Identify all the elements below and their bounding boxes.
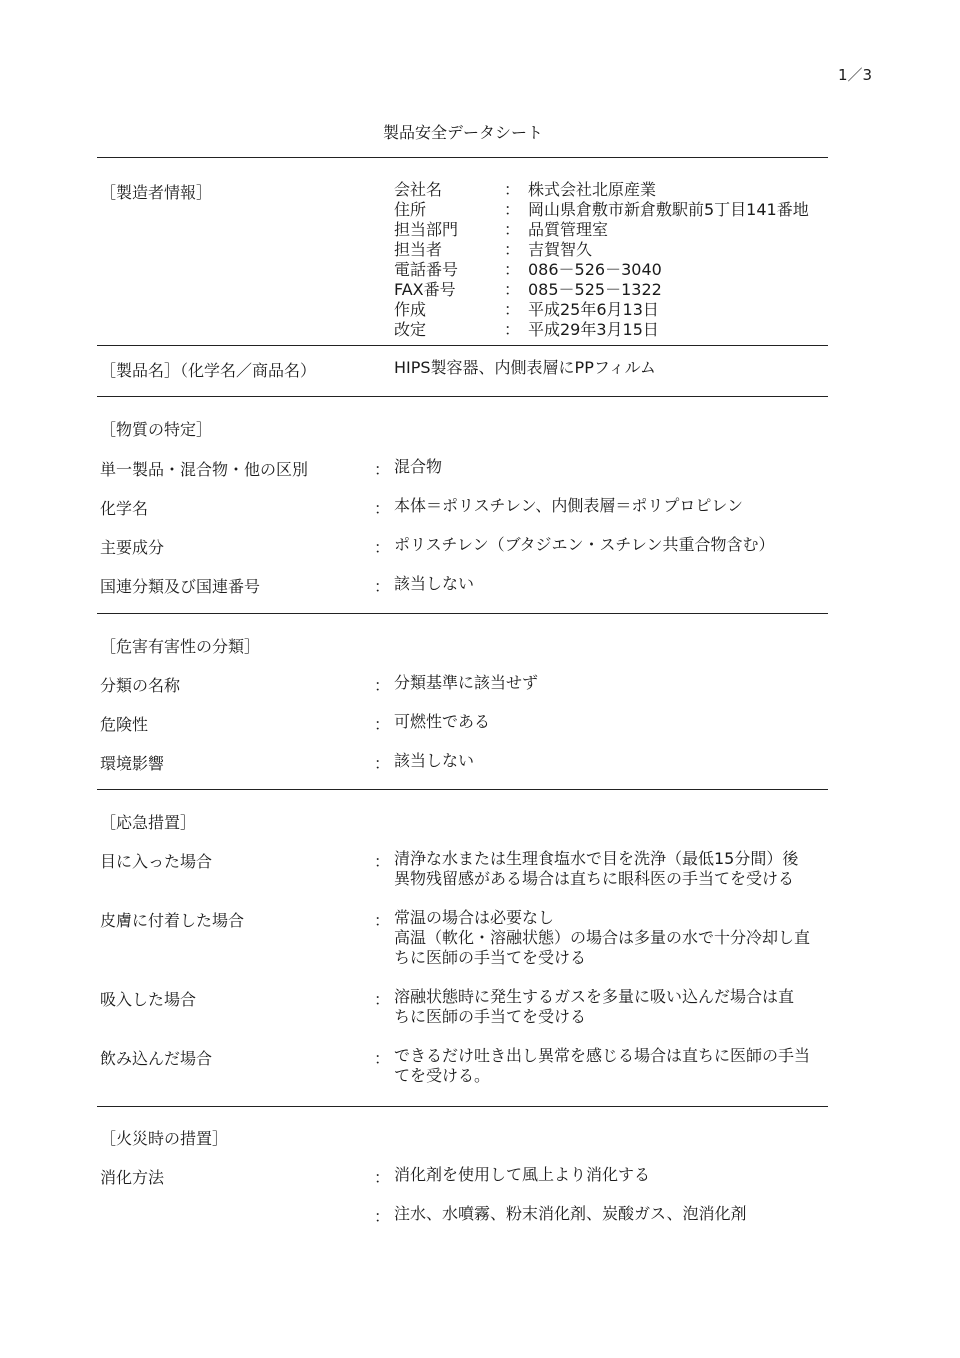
- colon: ：: [374, 852, 391, 871]
- extinguishing-method-label: 消化方法: [100, 1168, 165, 1187]
- colon: ：: [504, 240, 521, 259]
- colon: ：: [374, 1049, 391, 1068]
- ingestion-line: できるだけ吐き出し異常を感じる場合は直ちに医師の手当: [394, 1046, 811, 1065]
- department-value: 品質管理室: [528, 220, 609, 239]
- company-name-label: 会社名: [394, 180, 443, 199]
- colon: ：: [504, 200, 521, 219]
- colon: ：: [504, 280, 521, 299]
- colon: ：: [374, 1168, 391, 1187]
- page-number: 1／3: [838, 66, 873, 84]
- danger-value: 可燃性である: [394, 712, 491, 731]
- document-title: 製品安全データシート: [383, 123, 544, 142]
- extinguishing-agents-value: 注水、水噴霧、粉末消化剤、炭酸ガス、泡消化剤: [394, 1204, 747, 1223]
- un-class-value: 該当しない: [394, 574, 475, 593]
- eye-contact-line: 清浄な水または生理食塩水で目を洗浄（最低15分間）後: [394, 849, 799, 868]
- colon: ：: [374, 676, 391, 695]
- fax-label: FAX番号: [394, 280, 456, 299]
- substance-type-value: 混合物: [394, 457, 443, 476]
- divider: [97, 789, 828, 790]
- manufacturer-colons: [504, 180, 520, 340]
- colon: ：: [374, 460, 391, 479]
- colon: ：: [374, 499, 391, 518]
- substance-type-label: 単一製品・混合物・他の区別: [100, 460, 309, 479]
- fax-value: 085－525－1322: [528, 280, 662, 299]
- danger-label: 危険性: [100, 715, 149, 734]
- divider: [97, 157, 828, 158]
- department-label: 担当部門: [394, 220, 459, 239]
- skin-contact-line: ちに医師の手当てを受ける: [394, 948, 587, 967]
- divider: [97, 1106, 828, 1107]
- main-component-label: 主要成分: [100, 538, 165, 557]
- eye-contact-label: 目に入った場合: [100, 852, 213, 871]
- manufacturer-values: [528, 180, 809, 340]
- colon: ：: [374, 990, 391, 1009]
- classification-name-label: 分類の名称: [100, 676, 181, 695]
- ingestion-label: 飲み込んだ場合: [100, 1049, 213, 1068]
- created-label: 作成: [394, 300, 427, 319]
- phone-label: 電話番号: [394, 260, 459, 279]
- address-label: 住所: [394, 200, 427, 219]
- section-first-aid-label: ［応急措置］: [100, 813, 197, 832]
- revised-value: 平成29年3月15日: [528, 320, 659, 339]
- company-name-value: 株式会社北原産業: [528, 180, 657, 199]
- phone-value: 086－526－3040: [528, 260, 662, 279]
- inhalation-line: ちに医師の手当てを受ける: [394, 1007, 587, 1026]
- colon: ：: [504, 180, 521, 199]
- skin-contact-line: 高温（軟化・溶融状態）の場合は多量の水で十分冷却し直: [394, 928, 811, 947]
- section-hazard-label: ［危害有害性の分類］: [100, 637, 261, 656]
- colon: ：: [504, 300, 521, 319]
- skin-contact-label: 皮膚に付着した場合: [100, 911, 245, 930]
- section-fire-label: ［火災時の措置］: [100, 1129, 229, 1148]
- section-product-label: ［製品名］（化学名／商品名）: [100, 361, 317, 380]
- colon: ：: [374, 754, 391, 773]
- colon: ：: [374, 538, 391, 557]
- un-class-label: 国連分類及び国連番号: [100, 577, 261, 596]
- colon: ：: [504, 220, 521, 239]
- inhalation-line: 溶融状態時に発生するガスを多量に吸い込んだ場合は直: [394, 987, 795, 1006]
- product-name-value: HIPS製容器、内側表層にPPフィルム: [394, 358, 656, 377]
- skin-contact-line: 常温の場合は必要なし: [394, 908, 555, 927]
- extinguishing-method-value: 消化剤を使用して風上より消化する: [394, 1165, 651, 1184]
- ingestion-value: [394, 1046, 810, 1086]
- colon: ：: [504, 320, 521, 339]
- colon: ：: [374, 1207, 391, 1226]
- contact-person-label: 担当者: [394, 240, 443, 259]
- divider: [97, 613, 828, 614]
- eye-contact-value: [394, 849, 798, 889]
- inhalation-label: 吸入した場合: [100, 990, 197, 1009]
- created-value: 平成25年6月13日: [528, 300, 659, 319]
- address-value: 岡山県倉敷市新倉敷駅前5丁目141番地: [528, 200, 809, 219]
- colon: ：: [374, 911, 391, 930]
- eye-contact-line: 異物残留感がある場合は直ちに眼科医の手当てを受ける: [394, 869, 795, 888]
- section-substance-label: ［物質の特定］: [100, 420, 213, 439]
- colon: ：: [374, 577, 391, 596]
- colon: ：: [504, 260, 521, 279]
- colon: ：: [374, 715, 391, 734]
- environmental-impact-value: 該当しない: [394, 751, 475, 770]
- chemical-name-value: 本体＝ポリスチレン、内側表層＝ポリプロピレン: [394, 496, 743, 515]
- ingestion-line: てを受ける。: [394, 1066, 491, 1085]
- classification-name-value: 分類基準に該当せず: [394, 673, 539, 692]
- inhalation-value: [394, 987, 794, 1027]
- main-component-value: ポリスチレン（ブタジエン・スチレン共重合物含む）: [394, 535, 775, 554]
- environmental-impact-label: 環境影響: [100, 754, 165, 773]
- contact-person-value: 吉賀智久: [528, 240, 593, 259]
- section-manufacturer-label: ［製造者情報］: [100, 183, 213, 202]
- manufacturer-labels: [394, 180, 458, 340]
- divider: [97, 396, 828, 397]
- skin-contact-value: [394, 908, 810, 968]
- chemical-name-label: 化学名: [100, 499, 149, 518]
- divider: [97, 345, 828, 346]
- revised-label: 改定: [394, 320, 427, 339]
